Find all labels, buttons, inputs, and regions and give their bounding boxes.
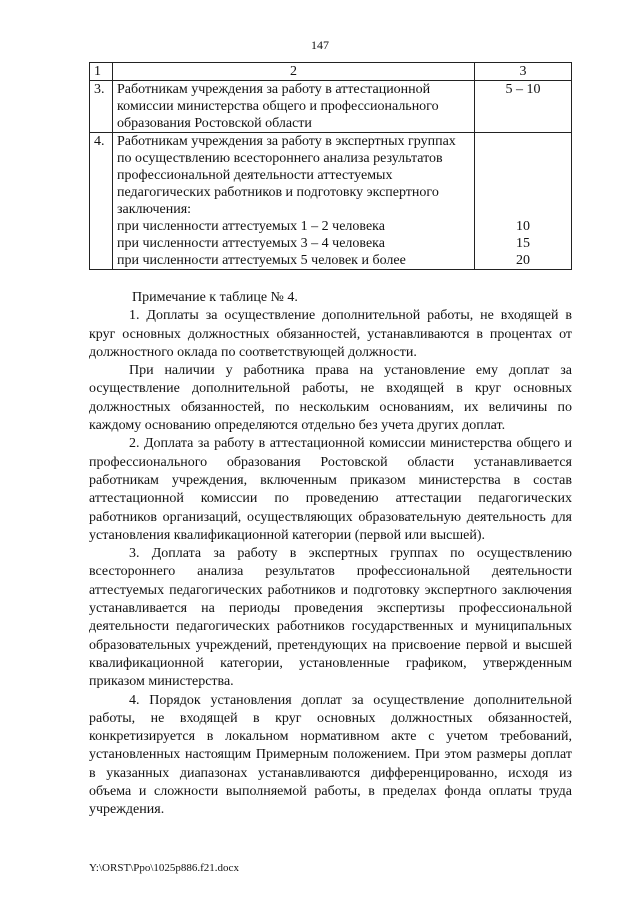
header-cell-2: 2 xyxy=(113,63,475,81)
sub-condition-line: при численности аттестуемых 1 – 2 человека xyxy=(117,219,385,234)
description-line: комиссии министерства общего и профессионального xyxy=(117,99,439,114)
row-number: 4. xyxy=(90,133,113,270)
note-paragraph: При наличии у работника права на установление ему доплат за осуществление дополнительной работы, не входящей в круг основных должностных обязанностей, по нескольким основаниям, их величины по каждому основанию определяются отдельно без учета других доплат. xyxy=(89,363,572,434)
sub-value: 15 xyxy=(516,236,530,251)
description-line: педагогических работников и подготовку экспертного xyxy=(117,185,439,200)
header-cell-1: 1 xyxy=(90,63,113,81)
sub-condition-line: при численности аттестуемых 3 – 4 человека xyxy=(117,236,385,251)
description-line: заключения: xyxy=(117,202,192,217)
note-paragraph: 2. Доплата за работу в аттестационной комиссии министерства общего и профессионального образования Ростовской области устанавливается работникам учреждения, включенным приказом министерства в состав аттестационной комиссии по проведению аттестации педагогических работников организаций, осуществляющих образовательную деятельность для установления квалификационной категории (первой или высшей). xyxy=(89,436,572,543)
page-number: 147 xyxy=(311,38,329,52)
header-cell-3: 3 xyxy=(475,63,572,81)
note-paragraph: 4. Порядок установления доплат за осуществление дополнительной работы, не входящей в круг основных должностных обязанностей, конкретизируется в локальном нормативном акте с учетом требований, установленных настоящим Примерным положением. При этом размеры доплат в указанных диапазонах устанавливаются дифференцированно, исходя из объема и сложности выполняемой работы, в пределах фонда оплаты труда учреждения. xyxy=(89,692,572,818)
description-line: профессиональной деятельности аттестуемых xyxy=(117,168,393,183)
table-row xyxy=(90,81,572,133)
row-description xyxy=(113,133,475,270)
description-line: Работникам учреждения за работу в аттестационной xyxy=(117,82,431,97)
note-paragraph: 1. Доплаты за осуществление дополнительной работы, не входящей в круг основных должностных обязанностей, устанавливаются в процентах от должностного оклада по соответствующей должности. xyxy=(89,308,572,360)
allowance-table xyxy=(89,62,572,270)
table-row xyxy=(90,133,572,270)
row-values xyxy=(475,133,572,270)
note-section xyxy=(89,289,572,820)
note-title: Примечание к таблице № 4. xyxy=(132,290,298,305)
note-paragraph: 3. Доплата за работу в экспертных группах по осуществлению всестороннего анализа результатов профессиональной деятельности аттестуемых педагогических работников и подготовку экспертного заключения устанавливается на периоды проведения экспертизы профессиональной деятельности педагогических работников государственных и муниципальных образовательных учреждений, претендующих на присвоение первой и высшей квалификационной категории, установленные графиком, утвержденным приказом министерства. xyxy=(89,546,572,690)
sub-value: 10 xyxy=(516,219,530,234)
row-description xyxy=(113,81,475,133)
description-line: по осуществлению всестороннего анализа результатов xyxy=(117,151,443,166)
table-header-row xyxy=(90,63,572,81)
row-value: 5 – 10 xyxy=(475,81,572,133)
sub-value: 20 xyxy=(516,253,530,268)
row-number: 3. xyxy=(90,81,113,133)
description-line: образования Ростовской области xyxy=(117,116,312,131)
sub-condition-line: при численности аттестуемых 5 человек и более xyxy=(117,253,406,268)
footer-file-path: Y:\ORST\Ppo\1025p886.f21.docx xyxy=(89,862,239,874)
description-line: Работникам учреждения за работу в экспертных группах xyxy=(117,134,456,149)
